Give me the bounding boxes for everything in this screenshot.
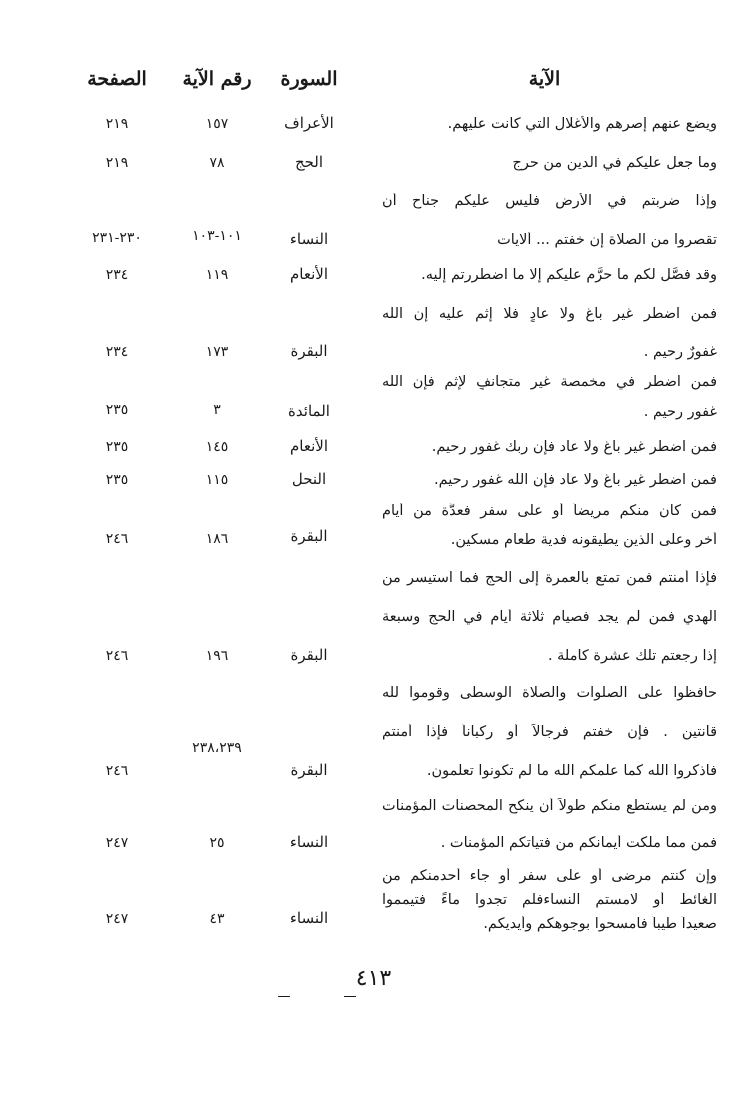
ayah-line: وإن كنتم مرضى أو على سفر أو جاء أحدمنكم من	[382, 868, 717, 884]
ayah-line: غفورٌ رحيم .	[643, 344, 717, 360]
header-ayah: الآية	[528, 68, 561, 90]
surah-cell: النساء	[289, 909, 329, 927]
page-cell: ٢٣٤	[105, 267, 129, 283]
page-cell: ٢٣٥	[105, 402, 129, 418]
header-ayah-number: رقم الآية	[182, 68, 252, 90]
page-cell: ٢٣٠-٢٣١	[92, 230, 142, 246]
page-number-dash	[278, 996, 290, 997]
page-cell: ٢١٩	[105, 116, 129, 132]
ayah-number-cell: ١١٩	[205, 267, 229, 283]
surah-cell: البقرة	[290, 761, 328, 779]
ayah-number-cell: ٧٨	[209, 155, 225, 171]
ayah-line: وإذا ضربتم في الأرض فليس عليكم جناح أن	[382, 193, 717, 209]
ayah-line: فاذكروا الله كما علمكم الله ما لم تكونوا تعلمون.	[426, 763, 717, 779]
ayah-line: الغائط أو لامستم النساءفلم تجدوا ماءً فتيمموا	[382, 892, 717, 908]
ayah-line: وقد فصَّل لكم ما حرَّم عليكم إلا ما اضطررتم إليه.	[421, 267, 717, 283]
surah-cell: البقرة	[290, 527, 328, 545]
ayah-number-cell: ٢٣٨،٢٣٩	[192, 740, 242, 756]
page-cell: ٢٣٥	[105, 439, 129, 455]
ayah-line: تقصروا من الصلاة إن خفتم ... ألايات	[497, 232, 717, 248]
ayah-line: قانتين . فإن خفتم فرجالاً أو ركباناً فإذا أمنتم	[382, 724, 717, 740]
page-cell: ٢٤٦	[105, 763, 129, 779]
ayah-line: ويضع عنهم إصرهم والأغلال التي كانت عليهم.	[447, 116, 717, 132]
page-cell: ٢٤٦	[105, 531, 129, 547]
surah-cell: النساء	[289, 833, 329, 851]
ayah-number-cell: ١١٥	[205, 472, 229, 488]
ayah-number-cell: ١٨٦	[205, 531, 229, 547]
header-surah: السورة	[280, 68, 338, 90]
surah-cell: الأنعام	[290, 437, 328, 455]
ayah-line: وما جعل عليكم في الدين من حرج	[512, 155, 717, 171]
page-cell: ٢١٩	[105, 155, 129, 171]
ayah-number-cell: ١٤٥	[205, 439, 229, 455]
ayah-number-cell: ١٥٧	[205, 116, 229, 132]
page-number-dash	[344, 996, 356, 997]
surah-cell: المائدة	[288, 402, 330, 420]
ayah-number-cell: ٤٣	[209, 911, 225, 927]
ayah-number-cell: ١٩٦	[205, 648, 229, 664]
ayah-line: حافظوا على الصلوات والصلاة الوسطى وقوموا لله	[382, 685, 717, 701]
ayah-line: إذا رجعتم تلك عشرة كاملة .	[547, 648, 717, 664]
surah-cell: البقرة	[290, 342, 328, 360]
ayah-line: أُخر وعلى الذين يطيقونه فدية طعام مسكين.	[450, 532, 717, 548]
ayah-number-cell: ١٠١-١٠٣	[192, 228, 242, 244]
ayah-line: غفور رحيم .	[643, 404, 717, 420]
surah-cell: الأنعام	[290, 265, 328, 283]
ayah-line: فمن اضطر غير باغ ولا عاد فإن ربك غفور رحيم.	[431, 439, 717, 455]
ayah-line: الهدي فمن لم يجد فصيام ثلاثة أيام في الحج وسبعة	[382, 609, 717, 625]
page-cell: ٢٤٧	[105, 911, 129, 927]
surah-cell: البقرة	[290, 646, 328, 664]
page-cell: ٢٣٤	[105, 344, 129, 360]
page-number: ٤١٣	[355, 966, 392, 991]
ayah-line: صعيداً طيباً فامسحوا بوجوهكم وأيديكم.	[483, 916, 717, 932]
ayah-line: فمن مما ملكت أيمانكم من فتياتكم المؤمنات .	[440, 835, 717, 851]
header-page: الصفحة	[87, 68, 147, 90]
surah-cell: النحل	[291, 470, 327, 488]
ayah-line: فإذا أمنتم فمن تمتع بالعمرة إلى الحج فما استيسر من	[382, 570, 717, 586]
ayah-line: ومن لم يستطع منكم طولاً أن ينكح المحصنات المؤمنات	[382, 798, 717, 814]
page-cell: ٢٤٧	[105, 835, 129, 851]
page-cell: ٢٣٥	[105, 472, 129, 488]
ayah-line: فمن كان منكم مريضاً أو على سفر فعدَّة من أيام	[382, 503, 717, 519]
ayah-number-cell: ١٧٣	[205, 344, 229, 360]
ayah-line: فمن اضطر غير باغ ولا عاد فإن الله غفور رحيم.	[434, 472, 717, 488]
page-cell: ٢٤٦	[105, 648, 129, 664]
surah-cell: النساء	[289, 230, 329, 248]
surah-cell: الأعراف	[284, 114, 334, 132]
ayah-number-cell: ٣	[213, 402, 221, 418]
surah-cell: الحج	[294, 153, 324, 171]
ayah-number-cell: ٢٥	[209, 835, 225, 851]
ayah-line: فمن اضطر في مخمصة غير متجانفٍ لإثم فإن الله	[382, 374, 717, 390]
ayah-line: فمن اضطر غير باغٍ ولا عادٍ فلا إثم عليه إن الله	[382, 306, 717, 322]
